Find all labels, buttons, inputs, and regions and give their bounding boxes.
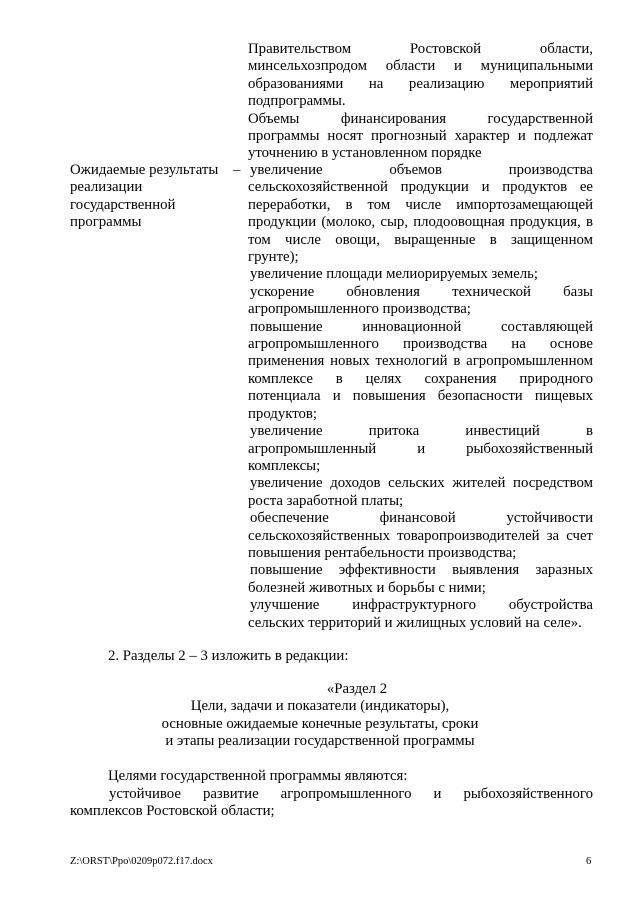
result-item: [248, 423, 593, 475]
results-row-dash: –: [233, 162, 241, 178]
goals-body: [70, 786, 593, 821]
text-line: грунте);: [248, 249, 299, 266]
results-row-value: [248, 162, 593, 632]
text-line: продуктов;: [248, 405, 317, 422]
financing-cell-continuation: [248, 41, 593, 163]
results-row-label: [70, 162, 228, 232]
text-line: переработки, в том числе импортозамещающей: [248, 196, 593, 213]
text-line: повышение инновационной составляющей: [250, 318, 593, 335]
text-line: программы носят прогнозный характер и подлежат: [248, 128, 593, 145]
goals-intro: Целями государственной программы являются:: [108, 768, 408, 784]
text-line: сельских территорий и жилищных условий на селе».: [248, 614, 582, 631]
result-item: [248, 162, 593, 266]
section-title: «Раздел 2: [326, 681, 388, 697]
text-line: сельскохозяйственных товаропроизводителей за счет: [248, 527, 593, 544]
text-line: роста заработной платы;: [248, 492, 404, 509]
section-heading: [0, 681, 640, 751]
text-line: подпрограммы.: [248, 93, 346, 110]
section-subtitle-line: Цели, задачи и показатели (индикаторы),: [190, 698, 450, 715]
text-line: Объемы финансирования государственной: [248, 110, 593, 127]
footer-page-number: 6: [586, 856, 592, 867]
text-line: увеличение объемов производства: [250, 162, 593, 178]
paragraph-2: 2. Разделы 2 – 3 изложить в редакции:: [108, 648, 349, 664]
footer-file-path: Z:\ORST\Ppo\0209p072.f17.docx: [70, 856, 213, 867]
text-line: применения новых технологий в агропромышленном: [248, 353, 593, 370]
text-line: увеличение площади мелиорируемых земель;: [250, 266, 539, 283]
text-line: потенциала и повышения безопасности пищевых: [248, 388, 593, 405]
text-line: повышения рентабельности производства;: [248, 544, 517, 561]
text-line: Правительством Ростовской области,: [248, 41, 593, 57]
text-line: продукции (молоко, сыр, плодоовощная продукция, в: [248, 214, 593, 231]
result-item: [248, 319, 593, 423]
text-line: увеличение притока инвестиций в: [250, 423, 593, 440]
text-line: агропромышленного производства;: [248, 301, 471, 318]
text-line: минсельхозпродом области и муниципальными: [248, 58, 593, 75]
result-item: [248, 266, 593, 283]
result-item: [248, 284, 593, 319]
result-item: [248, 510, 593, 562]
text-line: уточнению в установленном порядке: [248, 145, 482, 162]
label-line: государственной: [70, 196, 176, 213]
text-line: обеспечение финансовой устойчивости: [250, 510, 593, 527]
text-line: комплексе в целях сохранения природного: [248, 370, 593, 387]
text-line: том числе овощи, выращенные в защищенном: [248, 231, 593, 248]
text-line: улучшение инфраструктурного обустройства: [250, 597, 593, 614]
text-line: сельскохозяйственной продукции и продуктов ее: [248, 179, 593, 196]
text-line: агропромышленный и рыбохозяйственный: [248, 440, 593, 457]
text-line: комплексов Ростовской области;: [70, 803, 275, 820]
text-line: агропромышленного производства на основе: [248, 336, 593, 353]
text-line: болезней животных и борьбы с ними;: [248, 579, 486, 596]
section-subtitle-line: и этапы реализации государственной программы: [165, 733, 475, 750]
label-line: реализации: [70, 179, 143, 196]
section-subtitle-line: основные ожидаемые конечные результаты, сроки: [161, 715, 479, 732]
label-line: Ожидаемые результаты: [70, 162, 219, 178]
text-line: комплексы;: [248, 457, 321, 474]
label-line: программы: [70, 214, 142, 231]
text-line: образованиями на реализацию мероприятий: [248, 75, 593, 92]
result-item: [248, 597, 593, 632]
result-item: [248, 475, 593, 510]
text-line: увеличение доходов сельских жителей посредством: [250, 475, 593, 492]
result-item: [248, 562, 593, 597]
text-line: устойчивое развитие агропромышленного и рыбохозяйственного: [109, 786, 593, 802]
text-line: ускорение обновления технической базы: [250, 283, 593, 300]
text-line: повышение эффективности выявления заразных: [250, 562, 593, 579]
